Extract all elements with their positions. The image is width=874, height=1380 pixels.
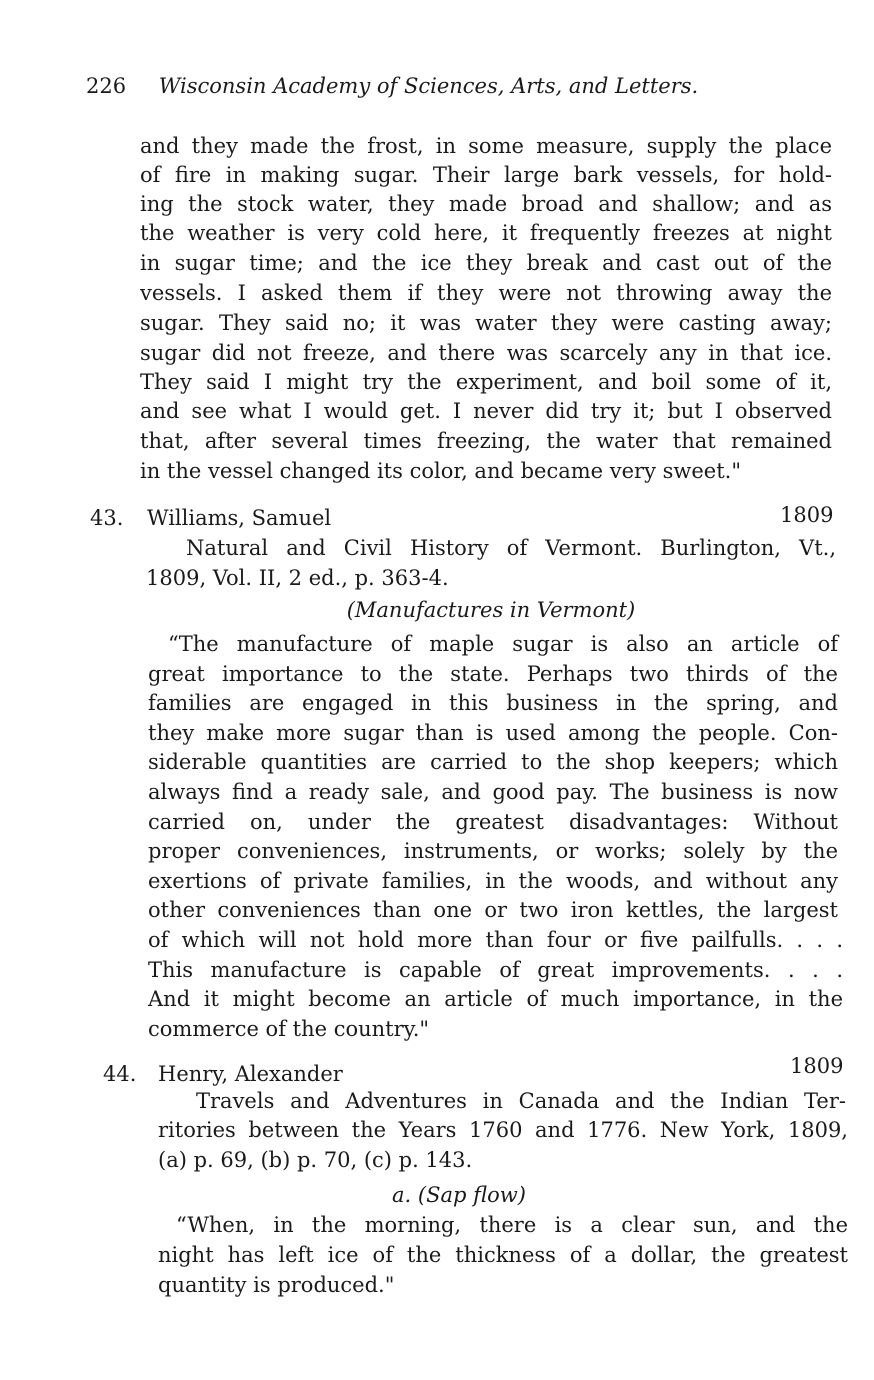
quote-line: siderable quantities are carried to the shop keepers; which xyxy=(148,750,838,774)
quote-line: of which will not hold more than four or five pailfulls. . . . xyxy=(148,928,843,952)
text-line: in sugar time; and the ice they break and cast out of the xyxy=(140,251,832,275)
quote-line: always find a ready sale, and good pay. The business is now xyxy=(148,780,838,804)
quote-line: proper conveniences, instruments, or works; solely by the xyxy=(148,839,838,863)
quote-line: other conveniences than one or two iron kettles, the largest xyxy=(148,898,838,922)
text-line: that, after several times freezing, the water that remained xyxy=(140,429,832,453)
citation-line: Natural and Civil History of Vermont. Burlington, Vt., xyxy=(186,536,836,560)
journal-title: Wisconsin Academy of Sciences, Arts, and Letters. xyxy=(158,74,699,98)
text-line: sugar. They said no; it was water they were casting away; xyxy=(140,311,832,335)
quote-line: carried on, under the greatest disadvantages: Without xyxy=(148,810,838,834)
section-subheading: (Manufactures in Vermont) xyxy=(346,598,636,622)
running-header xyxy=(86,74,698,98)
text-line: and see what I would get. I never did try it; but I observed xyxy=(140,399,832,423)
quote-line: quantity is produced." xyxy=(158,1273,395,1297)
entry-year: 1809 xyxy=(780,503,834,527)
quote-line: they make more sugar than is used among the people. Con- xyxy=(148,721,838,745)
text-line: in the vessel changed its color, and became very sweet." xyxy=(140,459,742,483)
quote-line: “The manufacture of maple sugar is also an article of xyxy=(168,632,838,656)
citation-line: Travels and Adventures in Canada and the Indian Ter- xyxy=(196,1089,846,1113)
entry-author: Williams, Samuel xyxy=(147,506,332,530)
citation-line: 1809, Vol. II, 2 ed., p. 363-4. xyxy=(146,566,449,590)
entry-year: 1809 xyxy=(790,1054,844,1078)
text-line: of fire in making sugar. Their large bark vessels, for hold- xyxy=(140,163,832,187)
text-line: ing the stock water, they made broad and shallow; and as xyxy=(140,192,832,216)
entry-number: 44. xyxy=(103,1062,137,1086)
page-number: 226 xyxy=(86,74,127,98)
entry-author: Henry, Alexander xyxy=(158,1062,343,1086)
quote-line: families are engaged in this business in the spring, and xyxy=(148,691,838,715)
quote-line: And it might become an article of much importance, in the xyxy=(148,987,843,1011)
text-line: and they made the frost, in some measure, supply the place xyxy=(140,134,832,158)
entry-number: 43. xyxy=(90,506,124,530)
text-line: sugar did not freeze, and there was scarcely any in that ice. xyxy=(140,341,832,365)
text-line: They said I might try the experiment, and boil some of it, xyxy=(140,370,832,394)
citation-line: (a) p. 69, (b) p. 70, (c) p. 143. xyxy=(158,1148,473,1172)
quote-line: commerce of the country." xyxy=(148,1017,430,1041)
quote-line: night has left ice of the thickness of a dollar, the greatest xyxy=(158,1243,848,1267)
text-line: the weather is very cold here, it frequently freezes at night xyxy=(140,221,832,245)
quote-line: This manufacture is capable of great improvements. . . . xyxy=(148,958,843,982)
text-line: vessels. I asked them if they were not throwing away the xyxy=(140,281,832,305)
quote-line: great importance to the state. Perhaps two thirds of the xyxy=(148,662,838,686)
section-subheading: a. (Sap flow) xyxy=(392,1183,526,1207)
quote-line: exertions of private families, in the woods, and without any xyxy=(148,869,838,893)
quote-line: “When, in the morning, there is a clear sun, and the xyxy=(176,1213,848,1237)
citation-line: ritories between the Years 1760 and 1776. New York, 1809, xyxy=(158,1118,848,1142)
